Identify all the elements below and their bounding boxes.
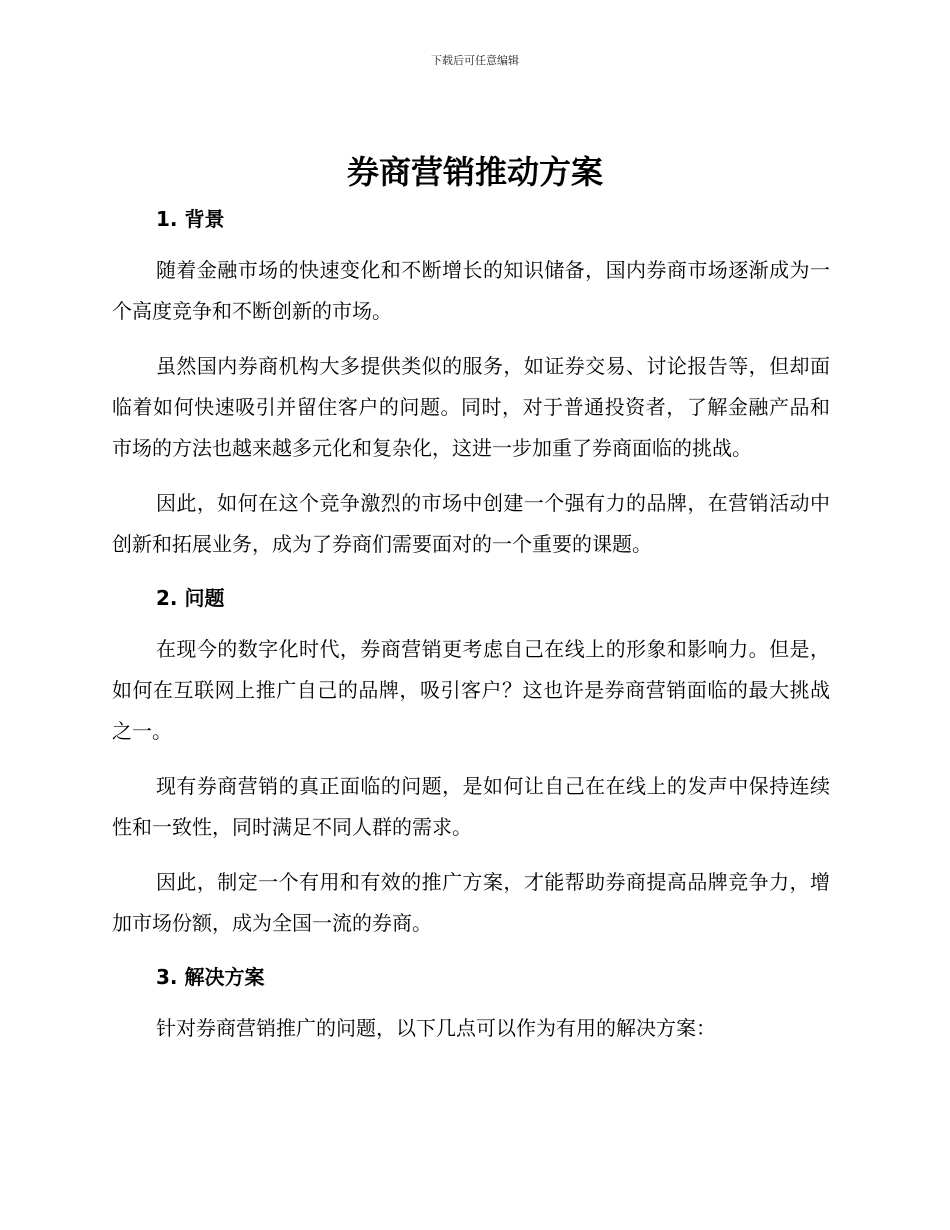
paragraph: 因此，制定一个有用和有效的推广方案，才能帮助券商提高品牌竞争力，增加市场份额，成为全国一流的券商。 xyxy=(112,870,830,935)
page-header-note: 下载后可任意编辑 xyxy=(431,54,519,67)
paragraph: 虽然国内券商机构大多提供类似的服务，如证券交易、讨论报告等，但却面临着如何快速吸引并留住客户的问题。同时，对于普通投资者，了解金融产品和市场的方法也越来越多元化和复杂化，这进一步加重了券商面临的挑战。 xyxy=(112,354,830,460)
section-heading-problem: 2. 问题 xyxy=(156,586,225,610)
document-title: 券商营销推动方案 xyxy=(346,153,603,191)
paragraph: 因此，如何在这个竞争激烈的市场中创建一个强有力的品牌，在营销活动中创新和拓展业务，成为了券商们需要面对的一个重要的课题。 xyxy=(112,491,830,556)
paragraph: 现有券商营销的真正面临的问题，是如何让自己在在线上的发声中保持连续性和一致性，同时满足不同人群的需求。 xyxy=(112,774,830,839)
paragraph: 随着金融市场的快速变化和不断增长的知识储备，国内券商市场逐渐成为一个高度竞争和不断创新的市场。 xyxy=(112,258,830,323)
section-heading-background: 1. 背景 xyxy=(156,207,225,231)
paragraph: 针对券商营销推广的问题，以下几点可以作为有用的解决方案： xyxy=(156,1016,716,1040)
document-body xyxy=(112,202,830,1049)
section-heading-solution: 3. 解决方案 xyxy=(156,965,265,989)
paragraph: 在现今的数字化时代，券商营销更考虑自己在线上的形象和影响力。但是，如何在互联网上推广自己的品牌，吸引客户？这也许是券商营销面临的最大挑战之一。 xyxy=(112,637,830,743)
